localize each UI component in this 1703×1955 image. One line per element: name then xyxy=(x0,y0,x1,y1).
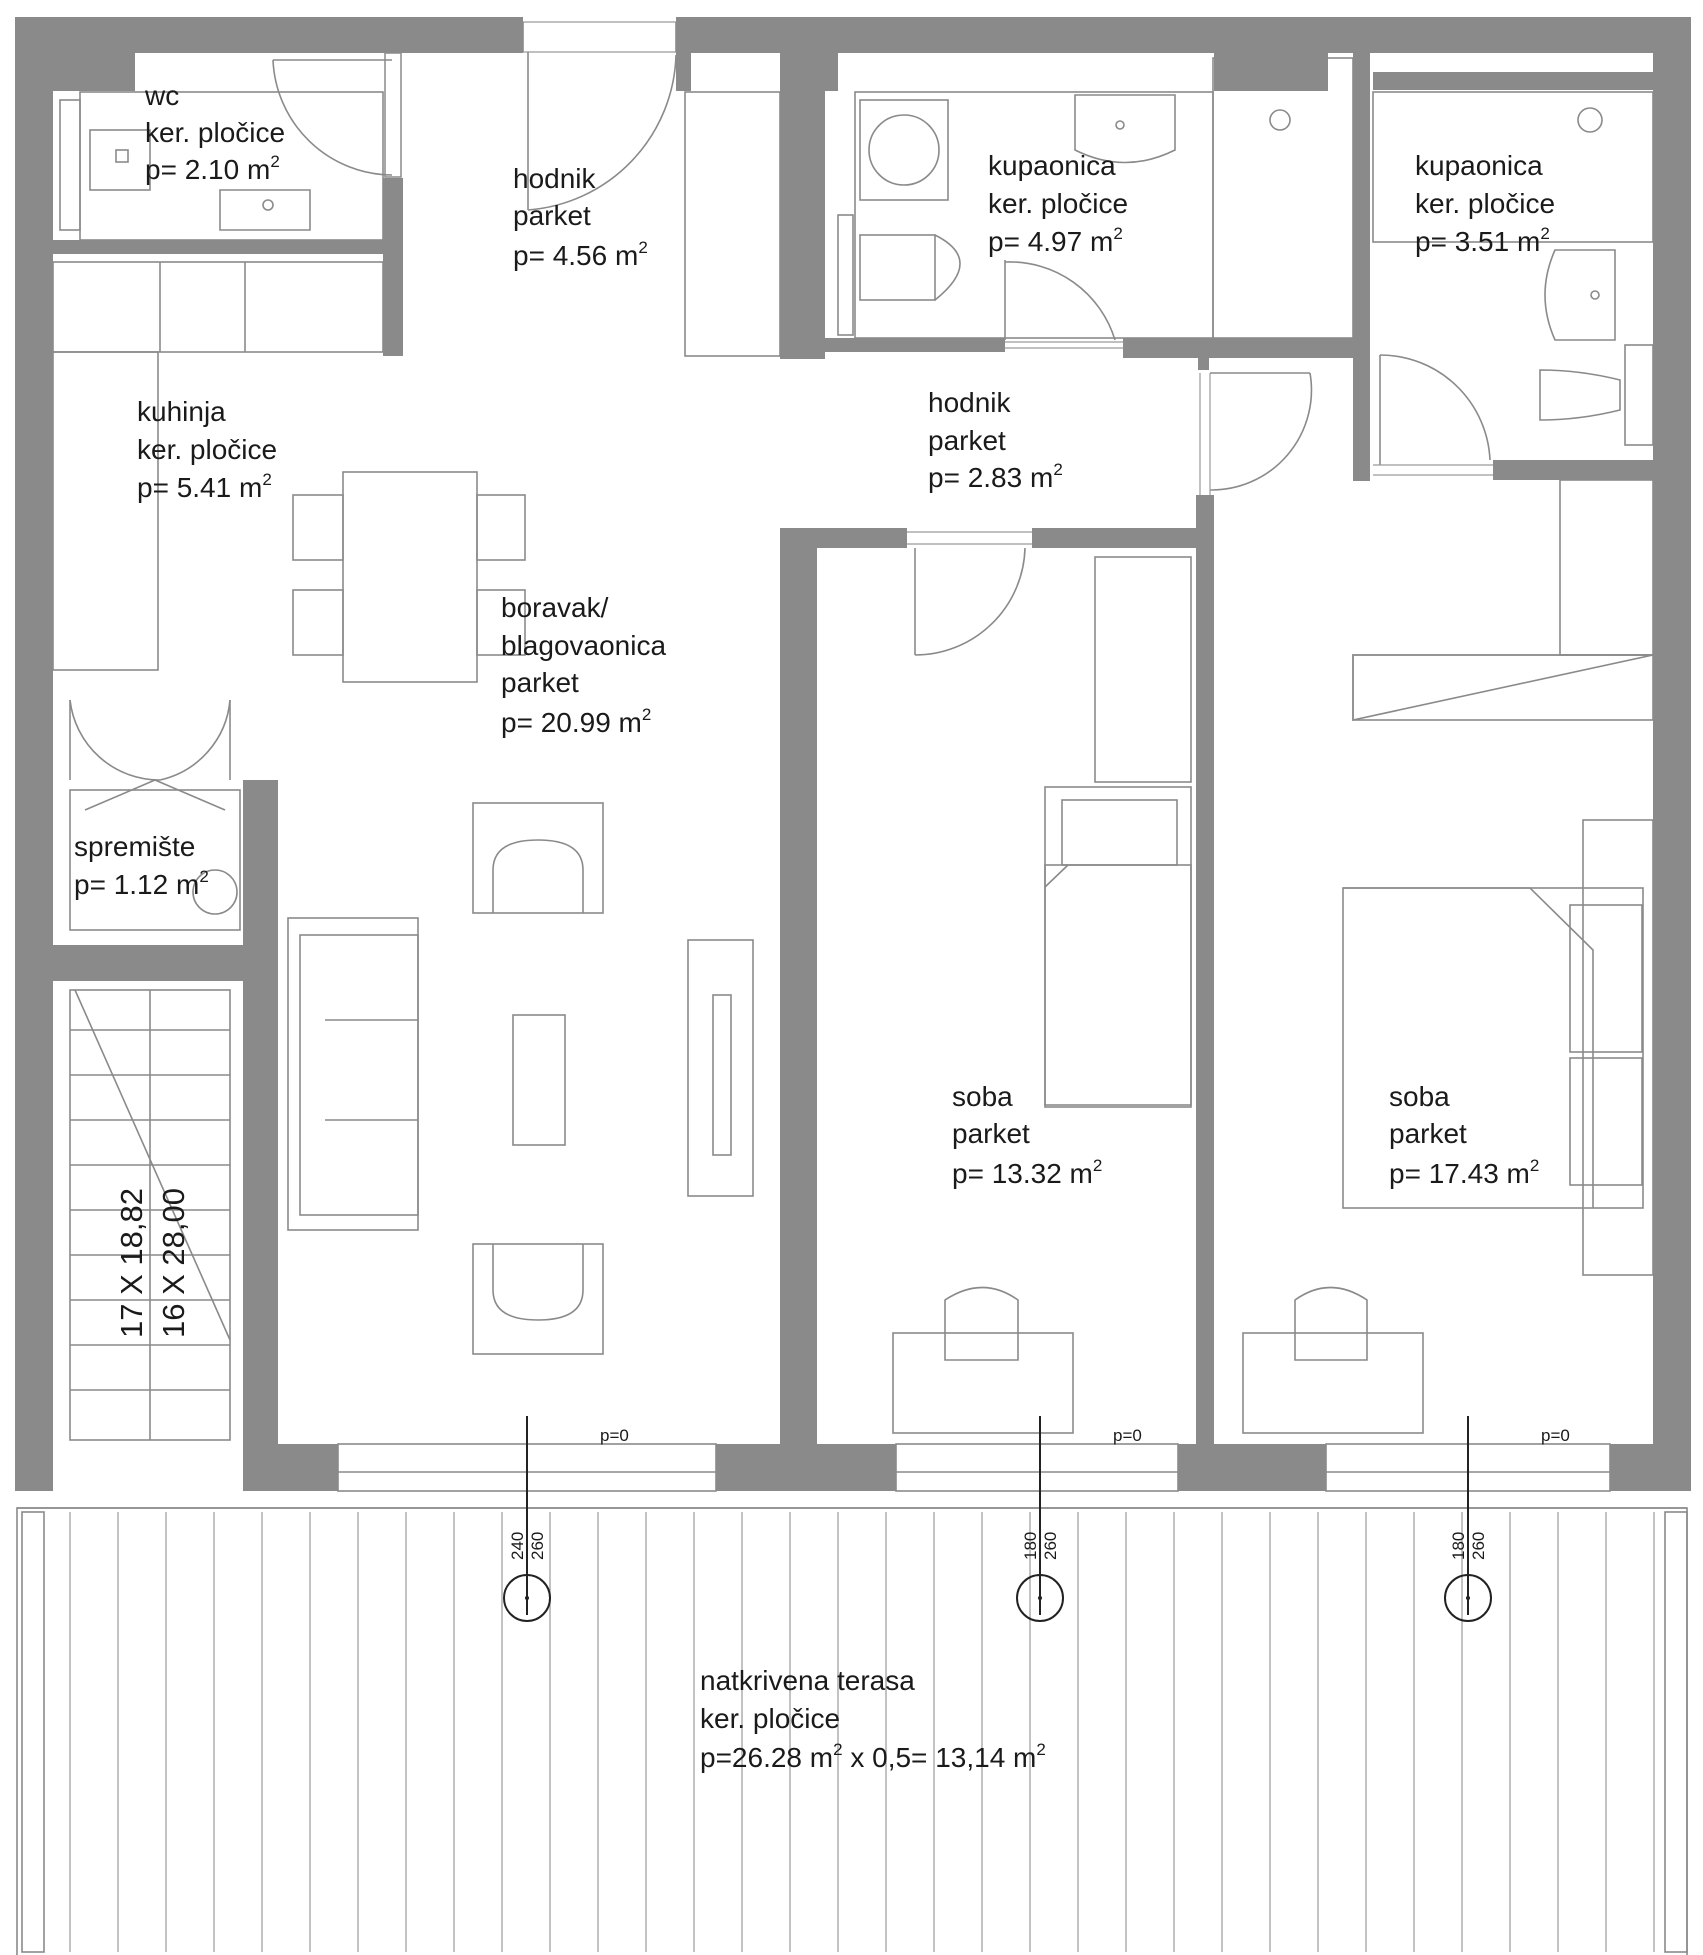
boravak-area: p= 20.99 m xyxy=(501,707,642,738)
hodnik2-area: p= 2.83 m xyxy=(928,462,1054,493)
hodnik2-floor: parket xyxy=(928,425,1006,456)
opening-marker-2 xyxy=(1017,1416,1142,1621)
opening-3-height: 260 xyxy=(1469,1531,1488,1560)
hodnik1-floor: parket xyxy=(513,200,591,231)
kupaonica2-name: kupaonica xyxy=(1415,150,1543,181)
stairs xyxy=(70,990,230,1440)
opening-marker-1 xyxy=(504,1416,629,1621)
terasa-area-a: p=26.28 m xyxy=(700,1742,834,1773)
kupaonica2-area-sup: 2 xyxy=(1540,224,1550,243)
kupaonica2-area: p= 3.51 m xyxy=(1415,226,1541,257)
kuhinja-name: kuhinja xyxy=(137,396,226,427)
stair-dim-line-1: 17 X 18,82 xyxy=(114,1188,149,1338)
wc-area: p= 2.10 m xyxy=(145,154,271,185)
svg-text:p= 5.41 m2 xyxy=(137,470,272,503)
hodnik2-area-sup: 2 xyxy=(1053,460,1063,479)
room-label-soba-1 xyxy=(952,1081,1102,1189)
terasa-area-b-sup: 2 xyxy=(1036,1740,1046,1759)
kupaonica2-floor: ker. pločice xyxy=(1415,188,1556,219)
spremiste-area: p= 1.12 m xyxy=(74,869,200,900)
room-label-hodnik-2 xyxy=(928,387,1063,493)
opening-2-width: 180 xyxy=(1021,1531,1040,1560)
hodnik1-name: hodnik xyxy=(513,163,596,194)
opening-2-height: 260 xyxy=(1041,1531,1060,1560)
terrace xyxy=(17,1508,1687,1955)
opening-1-sill: p=0 xyxy=(600,1426,629,1445)
room-label-kupaonica-2 xyxy=(1415,150,1555,257)
soba1-area: p= 13.32 m xyxy=(952,1158,1093,1189)
kupaonica1-area: p= 4.97 m xyxy=(988,226,1114,257)
terasa-name: natkrivena terasa xyxy=(700,1665,915,1696)
svg-text:p= 2.10 m2 xyxy=(145,152,280,185)
room-label-kupaonica-1 xyxy=(988,150,1128,257)
kuhinja-area-sup: 2 xyxy=(262,470,272,489)
soba2-floor: parket xyxy=(1389,1118,1467,1149)
svg-text:p= 4.56 m2 xyxy=(513,238,648,271)
opening-1-height: 260 xyxy=(528,1531,547,1560)
soba1-name: soba xyxy=(952,1081,1013,1112)
kupaonica1-area-sup: 2 xyxy=(1113,224,1123,243)
wc-name: wc xyxy=(145,80,180,111)
boravak-name-2: blagovaonica xyxy=(501,630,667,661)
room-label-wc xyxy=(144,80,285,185)
room-label-kuhinja xyxy=(137,396,277,503)
spremiste-name: spremište xyxy=(74,831,196,862)
kupaonica1-name: kupaonica xyxy=(988,150,1116,181)
kuhinja-floor: ker. pločice xyxy=(137,434,278,465)
terasa-area-a-sup: 2 xyxy=(833,1740,843,1759)
opening-marker-3 xyxy=(1445,1416,1570,1621)
boravak-area-sup: 2 xyxy=(641,705,652,724)
room-label-soba-2 xyxy=(1389,1081,1539,1189)
soba2-name: soba xyxy=(1389,1081,1450,1112)
room-label-boravak xyxy=(501,592,666,738)
fixtures xyxy=(53,58,1653,1433)
kupaonica1-floor: ker. pločice xyxy=(988,188,1129,219)
room-label-spremiste xyxy=(74,831,209,900)
svg-text:p= 2.83 m2 xyxy=(928,460,1063,493)
hodnik2-name: hodnik xyxy=(928,387,1011,418)
boravak-floor: parket xyxy=(501,667,579,698)
opening-3-sill: p=0 xyxy=(1541,1426,1570,1445)
svg-text:p= 1.12 m2 xyxy=(74,867,209,900)
svg-text:p= 17.43 m2 xyxy=(1389,1156,1539,1189)
svg-text:p= 3.51 m2 xyxy=(1415,224,1550,257)
opening-2-sill: p=0 xyxy=(1113,1426,1142,1445)
wc-floor: ker. pločice xyxy=(145,117,286,148)
wc-area-sup: 2 xyxy=(270,152,280,171)
soba2-area-sup: 2 xyxy=(1529,1156,1540,1175)
svg-text:p= 20.99 m2 xyxy=(501,705,651,738)
terasa-floor: ker. pločice xyxy=(700,1703,841,1734)
svg-text:p= 4.97 m2 xyxy=(988,224,1123,257)
spremiste-area-sup: 2 xyxy=(199,867,209,886)
kuhinja-area: p= 5.41 m xyxy=(137,472,263,503)
svg-text:p= 13.32 m2 xyxy=(952,1156,1102,1189)
boravak-name-1: boravak/ xyxy=(501,592,609,623)
hodnik1-area: p= 4.56 m xyxy=(513,240,639,271)
soba2-area: p= 17.43 m xyxy=(1389,1158,1530,1189)
terasa-area-b: x 0,5= 13,14 m xyxy=(842,1742,1037,1773)
opening-3-width: 180 xyxy=(1449,1531,1468,1560)
room-label-hodnik-1 xyxy=(513,163,648,271)
soba1-floor: parket xyxy=(952,1118,1030,1149)
room-label-terasa xyxy=(700,1665,1046,1773)
svg-text:p=26.28 m2 x 0,5= 13,14 m2 xyxy=(700,1740,1046,1773)
hodnik1-area-sup: 2 xyxy=(638,238,648,257)
opening-1-width: 240 xyxy=(508,1531,527,1560)
stair-dim-line-2: 16 X 28,00 xyxy=(156,1188,191,1338)
soba1-area-sup: 2 xyxy=(1092,1156,1103,1175)
